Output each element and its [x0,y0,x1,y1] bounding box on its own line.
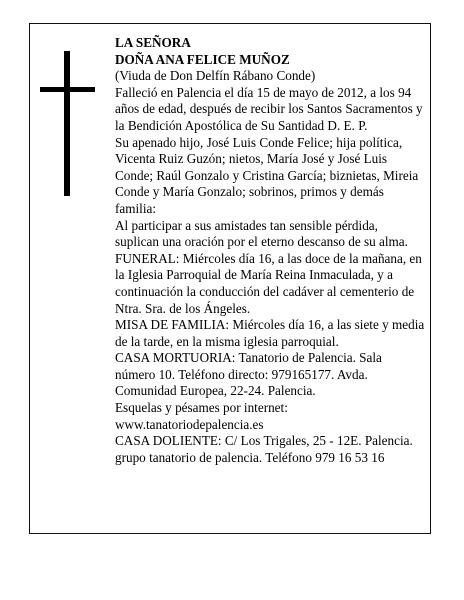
cross-icon-bar [40,87,95,92]
title-line-2: DOÑA ANA FELICE MUÑOZ [115,51,290,67]
death-notice: Falleció en Palencia el día 15 de mayo de 2012, a los 94 años de edad, después de recibir los Santos Sacramentos y la Bendición Apostólica de Su Santidad D. E. P. [115,84,423,133]
family-list: Su apenado hijo, José Luis Conde Felice; hija política, Vicenta Ruiz Guzón; nietos, María José y José Luis Conde; Raúl Gonzalo y Cristina García; biznietas, Mireia Conde y María Gonzalo; sobrinos, primos y demás familia: [115,134,419,216]
family-home-address: CASA DOLIENTE: C/ Los Trigales, 25 - 12E. Palencia. [115,433,413,449]
online-condolences-label: Esquelas y pésames por internet: [115,400,288,416]
funeral-home-info: CASA MORTUORIA: Tanatorio de Palencia. Sala número 10. Teléfono directo: 979165177. Avda. Comunidad Europea, 22-24. Palencia. [115,350,382,399]
website-link[interactable]: www.tanatoriodepalencia.es [115,416,264,432]
cross-icon [64,51,70,196]
family-mass-info: MISA DE FAMILIA: Miércoles día 16, a las siete y media de la tarde, en la misma iglesia parroquial. [115,317,425,349]
prayer-request: Al participar a sus amistades tan sensible pérdida, suplican una oración por el eterno descanso de su alma. [115,217,408,250]
obituary-text [115,35,425,466]
funeral-info: FUNERAL: Miércoles día 16, a las doce de la mañana, en la Iglesia Parroquial de María Reina Inmaculada, y a continuación la conducción del cadáver al cementerio de Ntra. Sra. de los Ángeles. [115,250,422,316]
contact-phone: grupo tanatorio de palencia. Teléfono 979 16 53 16 [115,449,385,465]
subtitle: (Viuda de Don Delfín Rábano Conde) [115,68,316,84]
title-line-1: LA SEÑORA [115,35,191,50]
